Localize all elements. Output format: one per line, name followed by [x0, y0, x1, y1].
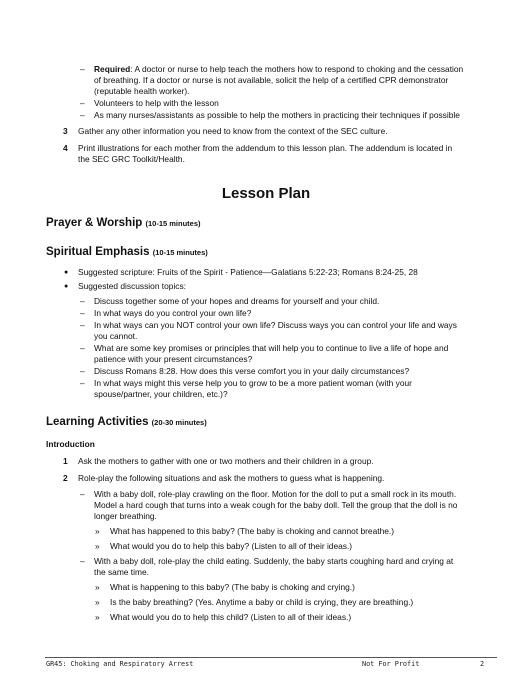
learning-title: Learning Activities — [46, 416, 149, 428]
dash-bullet: – — [80, 64, 85, 74]
scripture-bullet: Suggested scripture: Fruits of the Spirit - Patience—Galatians 5:22-23; Romans 8:24-25, 28 — [78, 267, 418, 277]
topic-item: What are some key promises or principles that will help you to continue to live a life of hope and — [94, 343, 449, 353]
intro-item-1: Ask the mothers to gather with one or two mothers and their children in a group. — [78, 456, 374, 466]
scenario-2-question: What is happening to this baby? (The baby is choking and crying.) — [110, 582, 355, 592]
page-number: 2 — [480, 660, 485, 668]
dash-bullet: – — [80, 489, 85, 499]
prayer-time: (10-15 minutes) — [145, 219, 201, 228]
topic-item-line-2: spouse/partner, your children, etc.)? — [94, 389, 228, 399]
step-number: 4 — [63, 143, 68, 153]
topic-item: In what ways do you control your own life? — [94, 308, 252, 318]
scenario-1-line-3: longer breathing. — [94, 511, 157, 521]
dash-bullet: – — [80, 378, 85, 388]
prayer-title: Prayer & Worship — [46, 217, 143, 229]
prayer-heading — [46, 216, 201, 231]
dash-bullet: – — [80, 320, 85, 330]
double-arrow-bullet: » — [95, 582, 100, 592]
required-label: Required — [94, 64, 131, 74]
dash-bullet: – — [80, 366, 85, 376]
topic-item-line-2: you cannot. — [94, 331, 138, 341]
double-arrow-bullet: » — [95, 526, 100, 536]
required-line-2: of breathing. If a doctor or nurse is not available, solicit the help of a certified CPR demonstrator — [94, 75, 449, 85]
spiritual-time: (10-15 minutes) — [152, 248, 208, 257]
spiritual-heading — [46, 245, 208, 260]
learning-heading — [46, 415, 207, 430]
scenario-2-question: Is the baby breathing? (Yes. Anytime a baby or child is crying, they are breathing.) — [110, 597, 414, 607]
dash-bullet: – — [80, 343, 85, 353]
spiritual-title: Spiritual Emphasis — [46, 246, 150, 258]
dash-bullet: – — [80, 110, 85, 120]
footer-title: GR45: Choking and Respiratory Arrest — [46, 660, 194, 668]
learning-time: (20-30 minutes) — [151, 418, 207, 427]
topics-bullet: Suggested discussion topics: — [78, 281, 187, 291]
footer-rule — [45, 657, 497, 658]
scenario-2-line-1: With a baby doll, role-play the child eating. Suddenly, the baby starts coughing hard and crying at — [94, 556, 454, 566]
topic-item: In what ways might this verse help you to grow to be a more patient woman (with your — [94, 378, 412, 388]
volunteers-item: Volunteers to help with the lesson — [94, 98, 219, 108]
step-number: 1 — [63, 456, 68, 466]
step-4-text-line-2: the SEC GRC Toolkit/Health. — [78, 154, 185, 164]
required-line-3: (reputable health worker). — [94, 86, 190, 96]
footer-notice: Not For Profit — [362, 660, 420, 668]
topic-item: Discuss together some of your hopes and dreams for yourself and your child. — [94, 296, 380, 306]
dash-bullet: – — [80, 556, 85, 566]
intro-item-2: Role-play the following situations and ask the mothers to guess what is happening. — [78, 473, 385, 483]
step-number: 3 — [63, 126, 68, 136]
dash-bullet: – — [80, 308, 85, 318]
round-bullet: ● — [64, 283, 69, 290]
scenario-1-line-2: Model a hard cough that turns into a weak cough for the baby doll. Tell the group that the doll is no — [94, 500, 458, 510]
scenario-1-question: What would you do to help this baby? (Listen to all of their ideas.) — [110, 541, 353, 551]
dash-bullet: – — [80, 296, 85, 306]
lesson-plan-title: Lesson Plan — [221, 185, 311, 202]
double-arrow-bullet: » — [95, 612, 100, 622]
scenario-1-line-1: With a baby doll, role-play crawling on the floor. Motion for the doll to put a small rock in its mouth. — [94, 489, 457, 499]
double-arrow-bullet: » — [95, 541, 100, 551]
step-3-text: Gather any other information you need to know from the context of the SEC culture. — [78, 126, 388, 136]
topic-item: In what ways can you NOT control your own life? Discuss ways you can control your life and ways — [94, 320, 457, 330]
double-arrow-bullet: » — [95, 597, 100, 607]
dash-bullet: – — [80, 98, 85, 108]
required-item — [94, 64, 463, 75]
step-number: 2 — [63, 473, 68, 483]
topic-item-line-2: patience with your present circumstances? — [94, 354, 253, 364]
scenario-1-question: What has happened to this baby? (The baby is choking and cannot breathe.) — [110, 526, 395, 536]
introduction-heading: Introduction — [46, 439, 95, 449]
step-4-text: Print illustrations for each mother from the addendum to this lesson plan. The addendum is located in — [78, 143, 453, 153]
scenario-2-question: What would you do to help this child? (Listen to all of their ideas.) — [110, 612, 352, 622]
assistants-item: As many nurses/assistants as possible to help the mothers in practicing their techniques if possible — [94, 110, 460, 120]
scenario-2-line-2: the same time. — [94, 567, 149, 577]
round-bullet: ● — [64, 269, 69, 276]
required-text: : A doctor or nurse to help teach the mothers how to respond to choking and the cessation — [130, 64, 464, 74]
topic-item: Discuss Romans 8:28. How does this verse comfort you in your daily circumstances? — [94, 366, 410, 376]
